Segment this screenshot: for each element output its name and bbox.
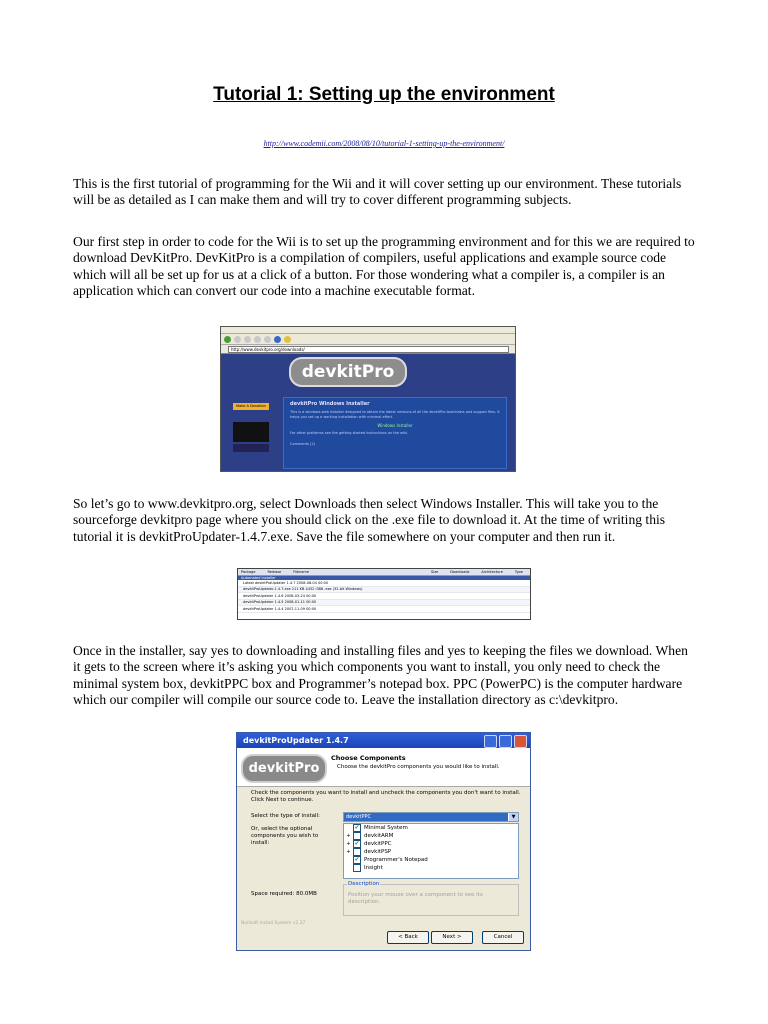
checkbox: ✔: [354, 840, 360, 847]
checkbox: [353, 848, 361, 856]
col-filename: Filename: [293, 570, 309, 574]
table-row: devkitProUpdater 1.4.6 2008-03-24 00:00: [238, 593, 530, 600]
back-icon: [224, 336, 231, 343]
forward-icon: [234, 336, 241, 343]
cancel-button: Cancel: [482, 931, 524, 944]
installer-footer: Nullsoft Install System v2.37: [241, 921, 306, 926]
devkitpro-logo: devkitPro: [289, 357, 407, 387]
checkbox: ✔: [354, 856, 360, 863]
installer-window-title: devkitProUpdater 1.4.7: [243, 736, 349, 745]
installer-screenshot: [236, 732, 531, 951]
component-label: Programmer's Notepad: [364, 857, 428, 863]
next-button: Next >: [431, 931, 473, 944]
browser-screenshot: [220, 326, 516, 472]
col-type: Type: [514, 570, 523, 574]
table-row: devkitProUpdater-1.4.7.exe 211 KB 4432 i386 .exe (32-bit Windows): [238, 587, 530, 594]
component-item: [344, 832, 518, 840]
paragraph-download: So let’s go to www.devkitpro.org, select Downloads then select Windows Installer. This will take you to the sourceforge devkitpro page where you should click on the .exe file to download it. At the time of writing this tutorial it is devkitProUpdater-1.4.7.exe. Save the file somewhere on your computer and then run it.: [73, 496, 666, 544]
paragraph-intro: This is the first tutorial of programming for the Wii and it will cover setting up our environment. These tutorials will be as detailed as I can make them and will try to cover different programming subjects.: [73, 176, 682, 208]
optional-components-label: Or, select the optional components you wish to install:: [251, 826, 319, 846]
installer-panel: [283, 397, 507, 469]
component-label: Insight: [364, 865, 383, 871]
installer-header-title: Choose Components: [331, 754, 406, 762]
installer-instructions: Check the components you want to install and uncheck the components you don't want to install. Click Next to continue.: [251, 790, 521, 803]
description-title: Description: [348, 881, 380, 887]
file-table-screenshot: [237, 568, 531, 620]
panel-title: devkitPro Windows Installer: [290, 401, 370, 407]
component-item: [344, 848, 518, 856]
col-release: Release: [267, 570, 282, 574]
install-type-label: Select the type of install:: [251, 813, 320, 819]
component-label: devkitARM: [364, 833, 394, 839]
component-label: Minimal System: [364, 825, 408, 831]
source-link[interactable]: http://www.codemii.com/2008/08/10/tutorial-1-setting-up-the-environment/: [263, 139, 505, 148]
component-label: devkitPSP: [364, 849, 392, 855]
col-size: Size: [431, 570, 439, 574]
window-controls: [484, 735, 527, 748]
table-row: devkitProUpdater 1.4.5 2008-01-11 00:00: [238, 600, 530, 607]
minimize-icon: [484, 735, 497, 748]
expand-icon: +: [346, 833, 351, 839]
expand-icon: +: [346, 841, 351, 847]
col-arch: Architecture: [481, 570, 503, 574]
sidebar-ad-2: [233, 444, 269, 452]
checkbox: [353, 832, 361, 840]
space-required: Space required: 80.0MB: [251, 891, 317, 897]
browser-sidebar: [233, 403, 269, 469]
table-row: devkitProUpdater 1.4.4 2007-11-09 00:00: [238, 606, 530, 613]
description-text: Position your mouse over a component to see its description.: [348, 892, 483, 905]
panel-comments: Comments (2): [290, 441, 316, 446]
checkbox: [353, 864, 361, 872]
component-label: devkitPPC: [364, 841, 392, 847]
browser-toolbar: [221, 334, 515, 345]
devkitpro-logo: devkitPro: [241, 754, 327, 783]
panel-text: This is a windows web installer designed to obtain the latest versions of all the devkitPro toolchains and support files. It helps you set up a working installation with minimal effort.: [290, 410, 500, 419]
component-item: [344, 856, 518, 864]
refresh-icon: [254, 336, 261, 343]
maximize-icon: [499, 735, 512, 748]
close-icon: [514, 735, 527, 748]
donate-button: Make A Donation: [233, 403, 269, 410]
paragraph-devkitpro: Our first step in order to code for the Wii is to set up the programming environment and for this we are required to download DevKitPro. DevKitPro is a compilation of compilers, useful applications and example source code which will all be set up for us at a click of a button. For those wondering what a compiler is, a compiler is an application which can convert our code into a machine executable format.: [73, 234, 695, 298]
description-box: [343, 881, 519, 916]
home-icon: [264, 336, 271, 343]
browser-menubar: [221, 327, 515, 334]
component-item: [344, 824, 518, 832]
install-type-value: devkitPPC: [344, 813, 508, 821]
expand-icon: +: [346, 849, 351, 855]
installer-titlebar: [237, 733, 530, 748]
component-item: [344, 864, 518, 872]
col-package: Package: [241, 570, 256, 574]
sidebar-ad: [233, 422, 269, 442]
paragraph-installer: Once in the installer, say yes to downloading and installing files and yes to keeping the files we download. When it gets to the screen where it’s asking you which components you want to install, you only need to check the minimal system box, devkitPPC box and Programmer’s notepad box. PPC (PowerPC) is the computer hardware which our compiler will compile our source code to. Leave the installation directory as c:\devkitpro.: [73, 643, 688, 707]
search-icon: [274, 336, 281, 343]
browser-address-bar: [221, 345, 515, 354]
address-field: http://www.devkitpro.org/downloads/: [228, 346, 509, 353]
components-tree: [343, 823, 519, 879]
favorites-icon: [284, 336, 291, 343]
table-header: [238, 569, 530, 576]
col-downloads: Downloads: [450, 570, 470, 574]
chevron-down-icon: ▼: [509, 813, 518, 821]
installer-header-subtitle: Choose the devkitPro components you would like to install.: [337, 764, 500, 770]
panel-other: For other platforms see the getting started instructions on the wiki.: [290, 431, 409, 435]
back-button: < Back: [387, 931, 429, 944]
installer-banner: [237, 748, 530, 787]
windows-installer-link: Windows Installer: [377, 423, 413, 428]
install-type-select: [343, 812, 519, 822]
table-row: Latest devkitProUpdater 1.4.7 2008-08-04 00:00: [238, 580, 530, 587]
page-title: Tutorial 1: Setting up the environment: [213, 84, 555, 105]
stop-icon: [244, 336, 251, 343]
component-item: [344, 840, 518, 848]
table-group-bar: Automated Installer: [238, 576, 530, 580]
checkbox: ✔: [354, 824, 360, 831]
